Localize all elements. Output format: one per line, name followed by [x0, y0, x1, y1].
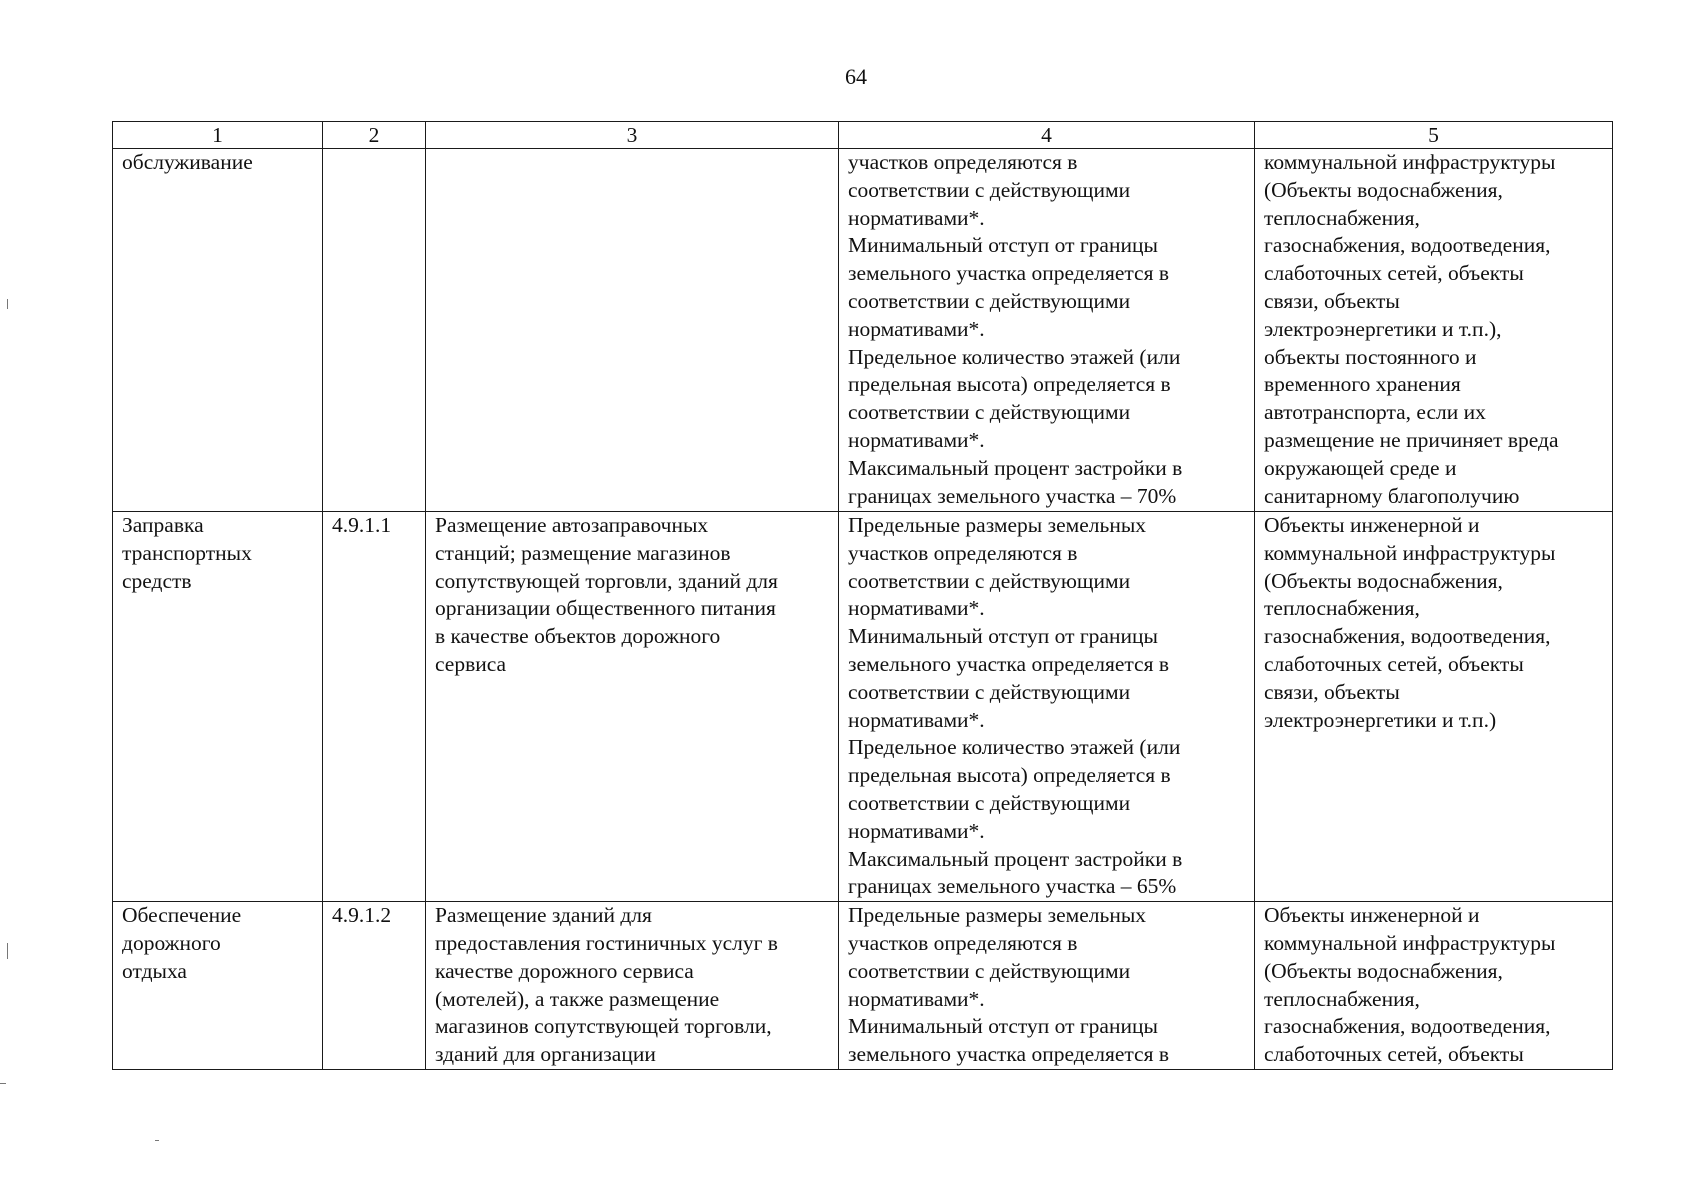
parameters-cell: Предельные размеры земельных участков определяются в соответствии с действующими нормативами*. Минимальный отступ от границы земельного участка определяется в соответствии с действующими нормативами*. Предельное количество этажей (или предельная высота) определяется в соответствии с действующими нормативами*. Максимальный процент застройки в границах земельного участка – 65%	[839, 512, 1255, 902]
use-name-cell: Обеспечение дорожного отдыха	[113, 902, 323, 1070]
parameters-cell: Предельные размеры земельных участков определяются в соответствии с действующими нормативами*. Минимальный отступ от границы земельного участка определяется в	[839, 902, 1255, 1070]
use-code-cell	[323, 149, 426, 512]
use-description-cell: Размещение автозаправочных станций; размещение магазинов сопутствующей торговли, зданий для организации общественного питания в качестве объектов дорожного сервиса	[426, 512, 839, 902]
column-header-5: 5	[1255, 122, 1613, 149]
auxiliary-uses-cell: коммунальной инфраструктуры (Объекты водоснабжения, теплоснабжения, газоснабжения, водоотведения, слаботочных сетей, объекты связи, объекты электроэнергетики и т.п.), объекты постоянного и временного хранения автотранспорта, если их размещение не причиняет вреда окружающей среде и санитарному благополучию	[1255, 149, 1613, 512]
use-description-cell	[426, 149, 839, 512]
column-header-2: 2	[323, 122, 426, 149]
parameters-cell: участков определяются в соответствии с действующими нормативами*. Минимальный отступ от границы земельного участка определяется в соответствии с действующими нормативами*. Предельное количество этажей (или предельная высота) определяется в соответствии с действующими нормативами*. Максимальный процент застройки в границах земельного участка – 70%	[839, 149, 1255, 512]
auxiliary-uses-cell: Объекты инженерной и коммунальной инфраструктуры (Объекты водоснабжения, теплоснабжения, газоснабжения, водоотведения, слаботочных сетей, объекты связи, объекты электроэнергетики и т.п.)	[1255, 512, 1613, 902]
table-header-row	[113, 122, 1613, 149]
scan-artifact-mark	[7, 943, 8, 959]
page-number: 64	[845, 64, 867, 89]
column-header-3: 3	[426, 122, 839, 149]
land-use-table	[112, 121, 1613, 1070]
use-name-cell: обслуживание	[113, 149, 323, 512]
auxiliary-uses-cell: Объекты инженерной и коммунальной инфраструктуры (Объекты водоснабжения, теплоснабжения, газоснабжения, водоотведения, слаботочных сетей, объекты	[1255, 902, 1613, 1070]
scan-artifact-mark	[0, 1083, 6, 1084]
scan-artifact-mark	[7, 299, 8, 309]
table-row	[113, 149, 1613, 512]
column-header-1: 1	[113, 122, 323, 149]
use-description-cell: Размещение зданий для предоставления гостиничных услуг в качестве дорожного сервиса (мотелей), а также размещение магазинов сопутствующей торговли, зданий для организации	[426, 902, 839, 1070]
table-row	[113, 902, 1613, 1070]
column-header-4: 4	[839, 122, 1255, 149]
use-name-cell: Заправка транспортных средств	[113, 512, 323, 902]
use-code-cell: 4.9.1.2	[323, 902, 426, 1070]
table-row	[113, 512, 1613, 902]
use-code-cell: 4.9.1.1	[323, 512, 426, 902]
scan-artifact-mark	[155, 1140, 159, 1141]
